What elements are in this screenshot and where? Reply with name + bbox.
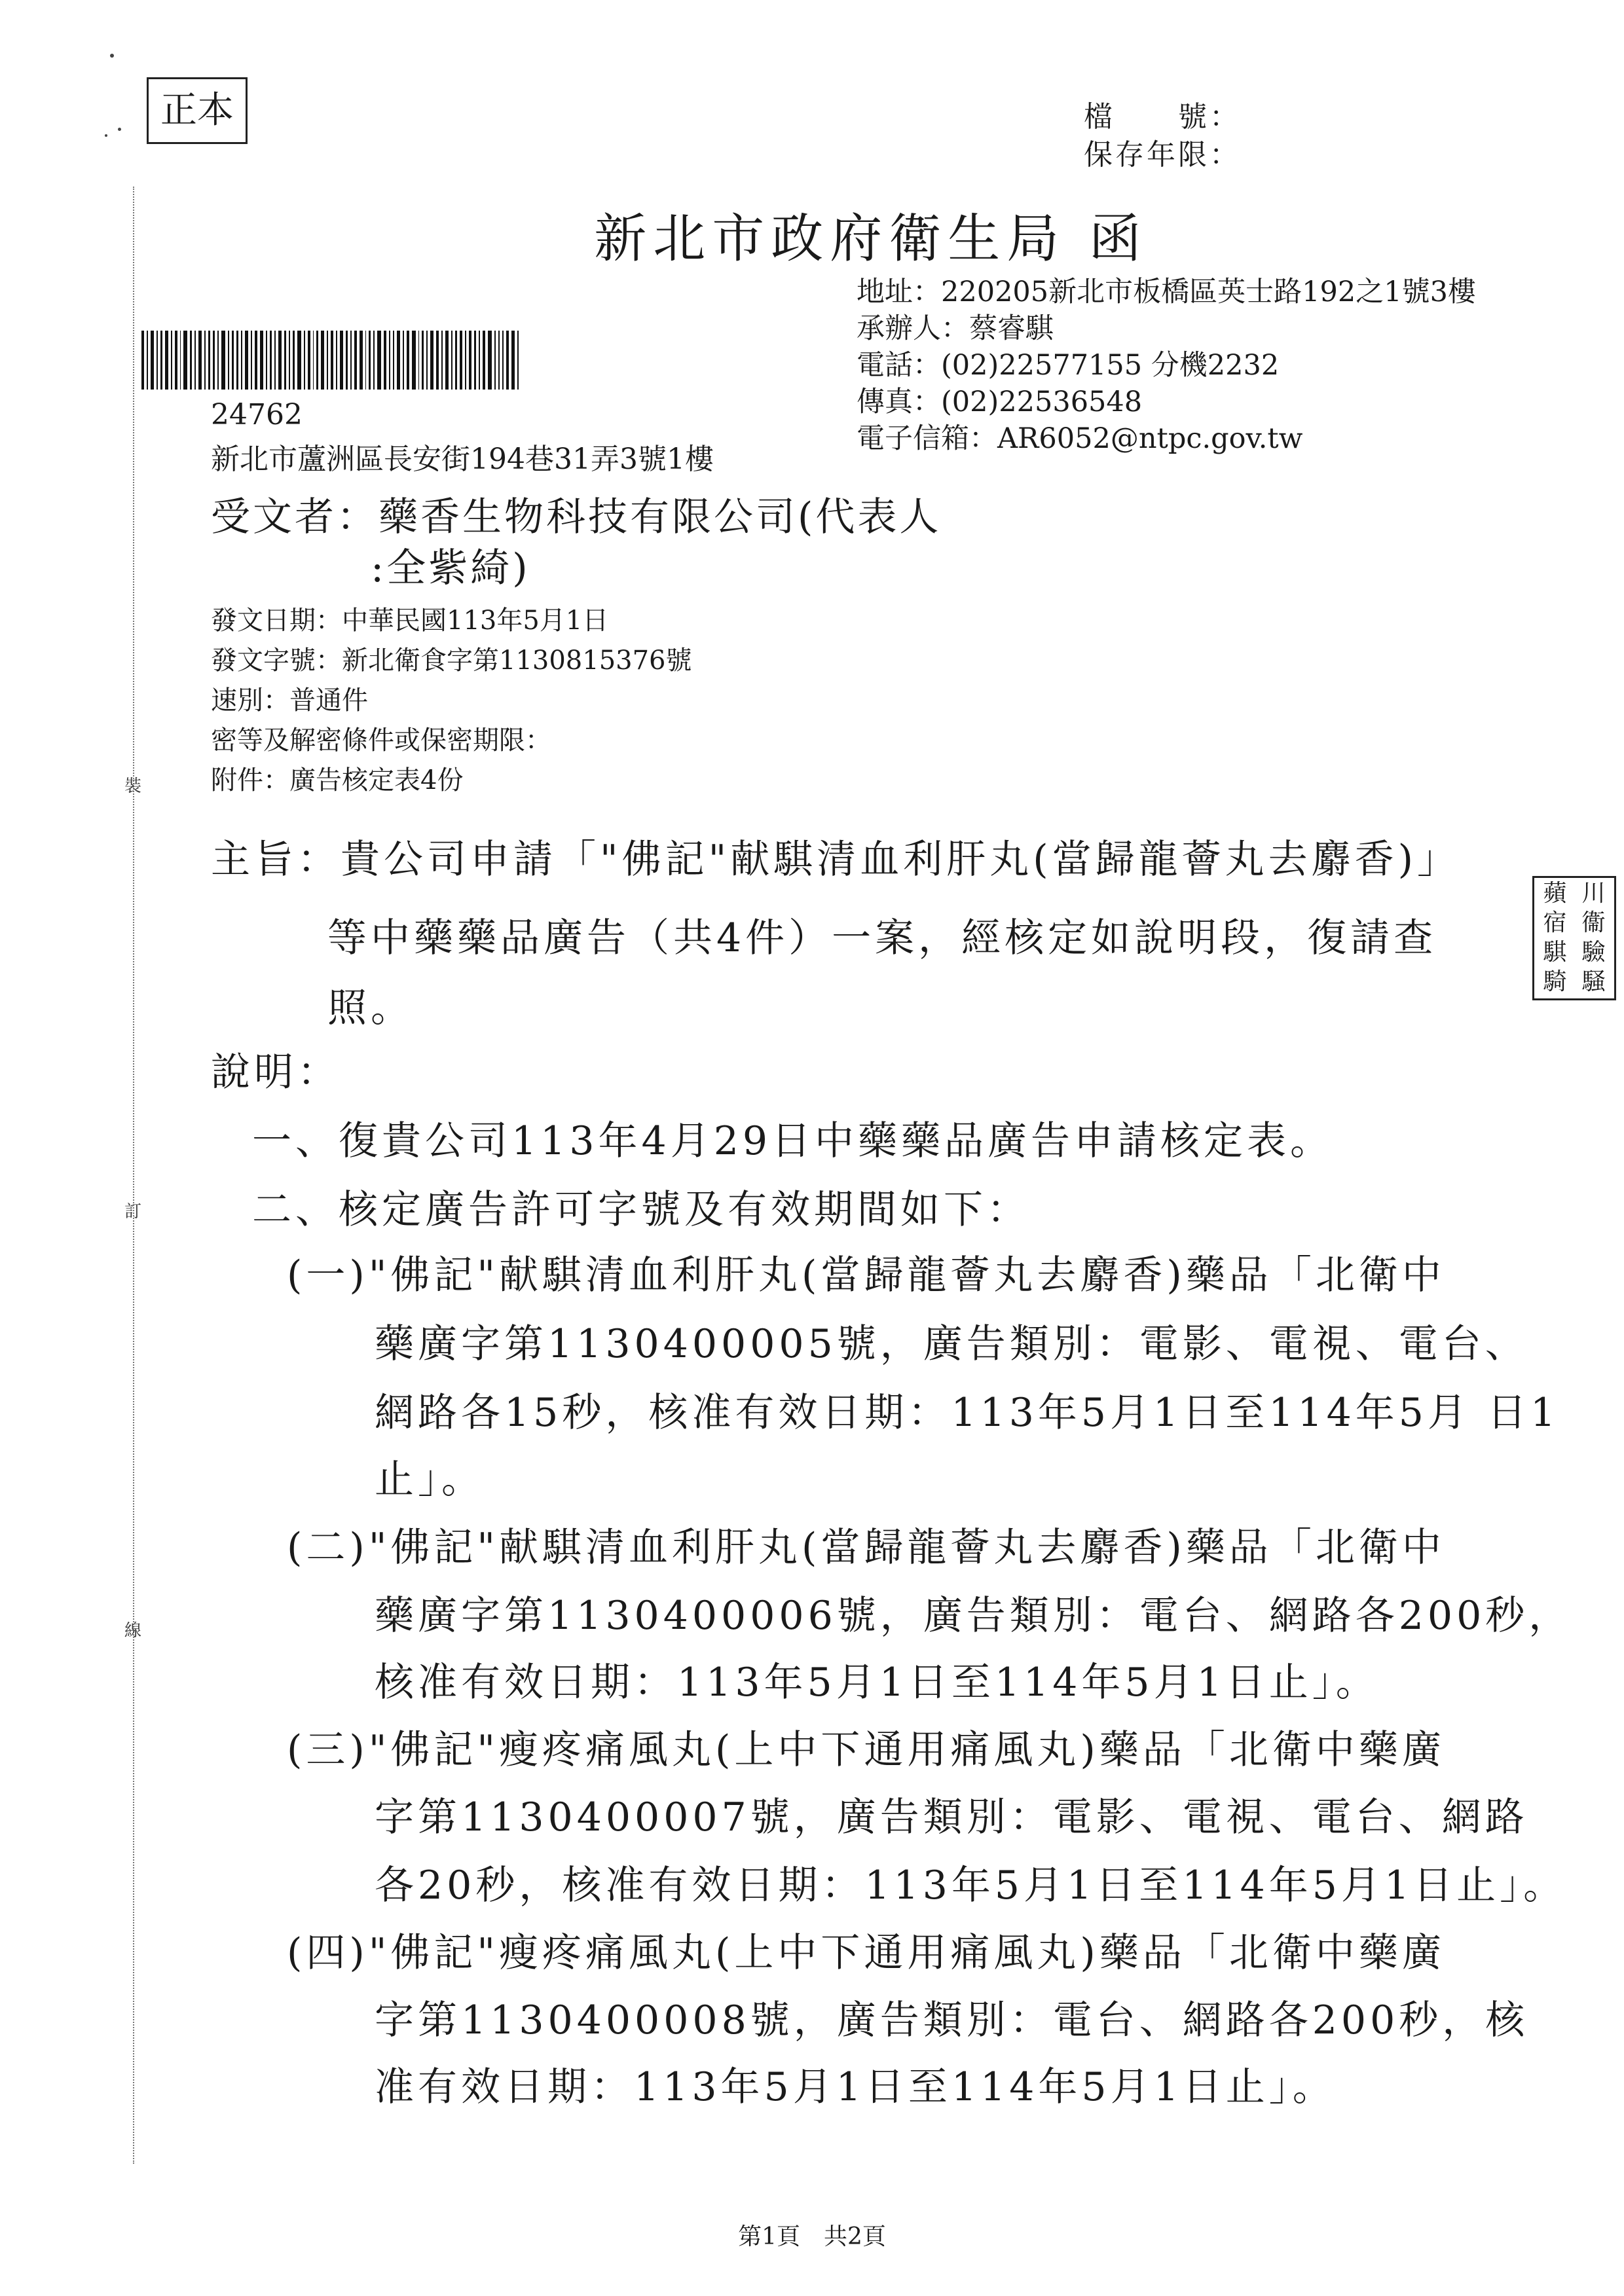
issue-number: 發文字號：新北衛食字第1130815376號: [211, 646, 692, 676]
sub-item-2-line-1: (二)"佛記"献騏清血利肝丸(當歸龍薈丸去麝香)藥品「北衛中: [287, 1525, 1445, 1571]
issue-date: 發文日期：中華民國113年5月1日: [211, 606, 609, 636]
sub-item-3-line-1: (三)"佛記"瘦疼痛風丸(上中下通用痛風丸)藥品「北衛中藥廣: [287, 1727, 1445, 1773]
margin-mark-bind: 裝: [124, 776, 142, 796]
secrecy-level: 密等及解密條件或保密期限：: [211, 725, 551, 756]
sub-item-1-line-1: (一)"佛記"献騏清血利肝丸(當歸龍薈丸去麝香)藥品「北衛中: [287, 1252, 1445, 1298]
scan-speck: [118, 128, 121, 131]
scan-speck: [105, 134, 107, 137]
attachment: 附件：廣告核定表4份: [211, 765, 464, 795]
contact-address: 地址：220205新北市板橋區英士路192之1號3樓: [857, 276, 1476, 308]
page-footer: 第1頁 共2頁: [738, 2223, 886, 2250]
subject-line-3: 照。: [327, 985, 414, 1031]
page-title: 新北市政府衛生局 函: [594, 208, 1148, 269]
mail-address: 新北市蘆洲區長安街194巷31弄3號1樓: [211, 443, 714, 476]
scan-speck: [110, 54, 114, 58]
seal-char: 騏: [1543, 939, 1567, 966]
delivery-speed: 速別：普通件: [211, 685, 368, 716]
contact-email: 電子信箱：AR6052@ntpc.gov.tw: [857, 422, 1303, 455]
sub-item-3-line-3: 各20秒，核准有效日期：113年5月1日至114年5月1日止」。: [375, 1863, 1567, 1908]
seal-char: 衞: [1581, 909, 1606, 936]
contact-fax: 傳真：(02)22536548: [857, 386, 1143, 418]
recipient-line-2: :全紫綺): [371, 545, 530, 591]
seal-char: 宿: [1543, 909, 1567, 936]
contact-handler: 承辦人：蔡睿騏: [857, 312, 1054, 345]
barcode: [141, 331, 521, 390]
sub-item-4-line-2: 字第1130400008號，廣告類別：電台、網路各200秒，核: [375, 1997, 1529, 2043]
file-number-label: 檔 號：: [1084, 100, 1241, 134]
seal-char: 川: [1581, 880, 1606, 907]
sub-item-2-line-2: 藥廣字第1130400006號，廣告類別：電台、網路各200秒，: [375, 1593, 1572, 1639]
postal-code: 24762: [211, 398, 303, 431]
explanation-item-2: 二、核定廣告許可字號及有效期間如下：: [252, 1187, 1030, 1233]
sub-item-1-line-3: 網路各15秒，核准有效日期：113年5月1日至114年5月 日1: [375, 1390, 1560, 1436]
sub-item-3-line-2: 字第1130400007號，廣告類別：電影、電視、電台、網路: [375, 1795, 1528, 1840]
sub-item-2-line-3: 核准有效日期：113年5月1日至114年5月1日止」。: [375, 1660, 1379, 1705]
seal-char: 騎: [1543, 968, 1567, 995]
sub-item-1-line-2: 藥廣字第1130400005號，廣告類別：電影、電視、電台、: [375, 1321, 1528, 1367]
sub-item-4-line-3: 准有效日期：113年5月1日至114年5月1日止」。: [375, 2064, 1336, 2110]
subject-line-1: 主旨：貴公司申請「"佛記"献騏清血利肝丸(當歸龍薈丸去麝香)」: [211, 837, 1461, 883]
retention-label: 保存年限：: [1084, 138, 1241, 172]
margin-mark-line: 線: [124, 1621, 142, 1641]
seal-char: 驗: [1581, 939, 1606, 966]
seal-char: 騒: [1581, 968, 1606, 995]
subject-line-2: 等中藥藥品廣告（共4件）一案，經核定如說明段，復請查: [327, 915, 1437, 961]
sub-item-1-line-4: 止」。: [375, 1457, 485, 1503]
official-seal: [1532, 876, 1616, 1000]
margin-mark-order: 訂: [124, 1202, 142, 1222]
contact-phone: 電話：(02)22577155 分機2232: [857, 349, 1280, 382]
recipient-line-1: 受文者：藥香生物科技有限公司(代表人: [211, 494, 942, 540]
binding-margin-line: [133, 187, 134, 2164]
explanation-heading: 說明：: [211, 1049, 341, 1095]
copy-stamp: 正本: [147, 77, 248, 144]
explanation-item-1: 一、復貴公司113年4月29日中藥藥品廣告申請核定表。: [252, 1118, 1334, 1164]
seal-char: 蘋: [1543, 880, 1567, 907]
sub-item-4-line-1: (四)"佛記"瘦疼痛風丸(上中下通用痛風丸)藥品「北衛中藥廣: [287, 1930, 1445, 1976]
